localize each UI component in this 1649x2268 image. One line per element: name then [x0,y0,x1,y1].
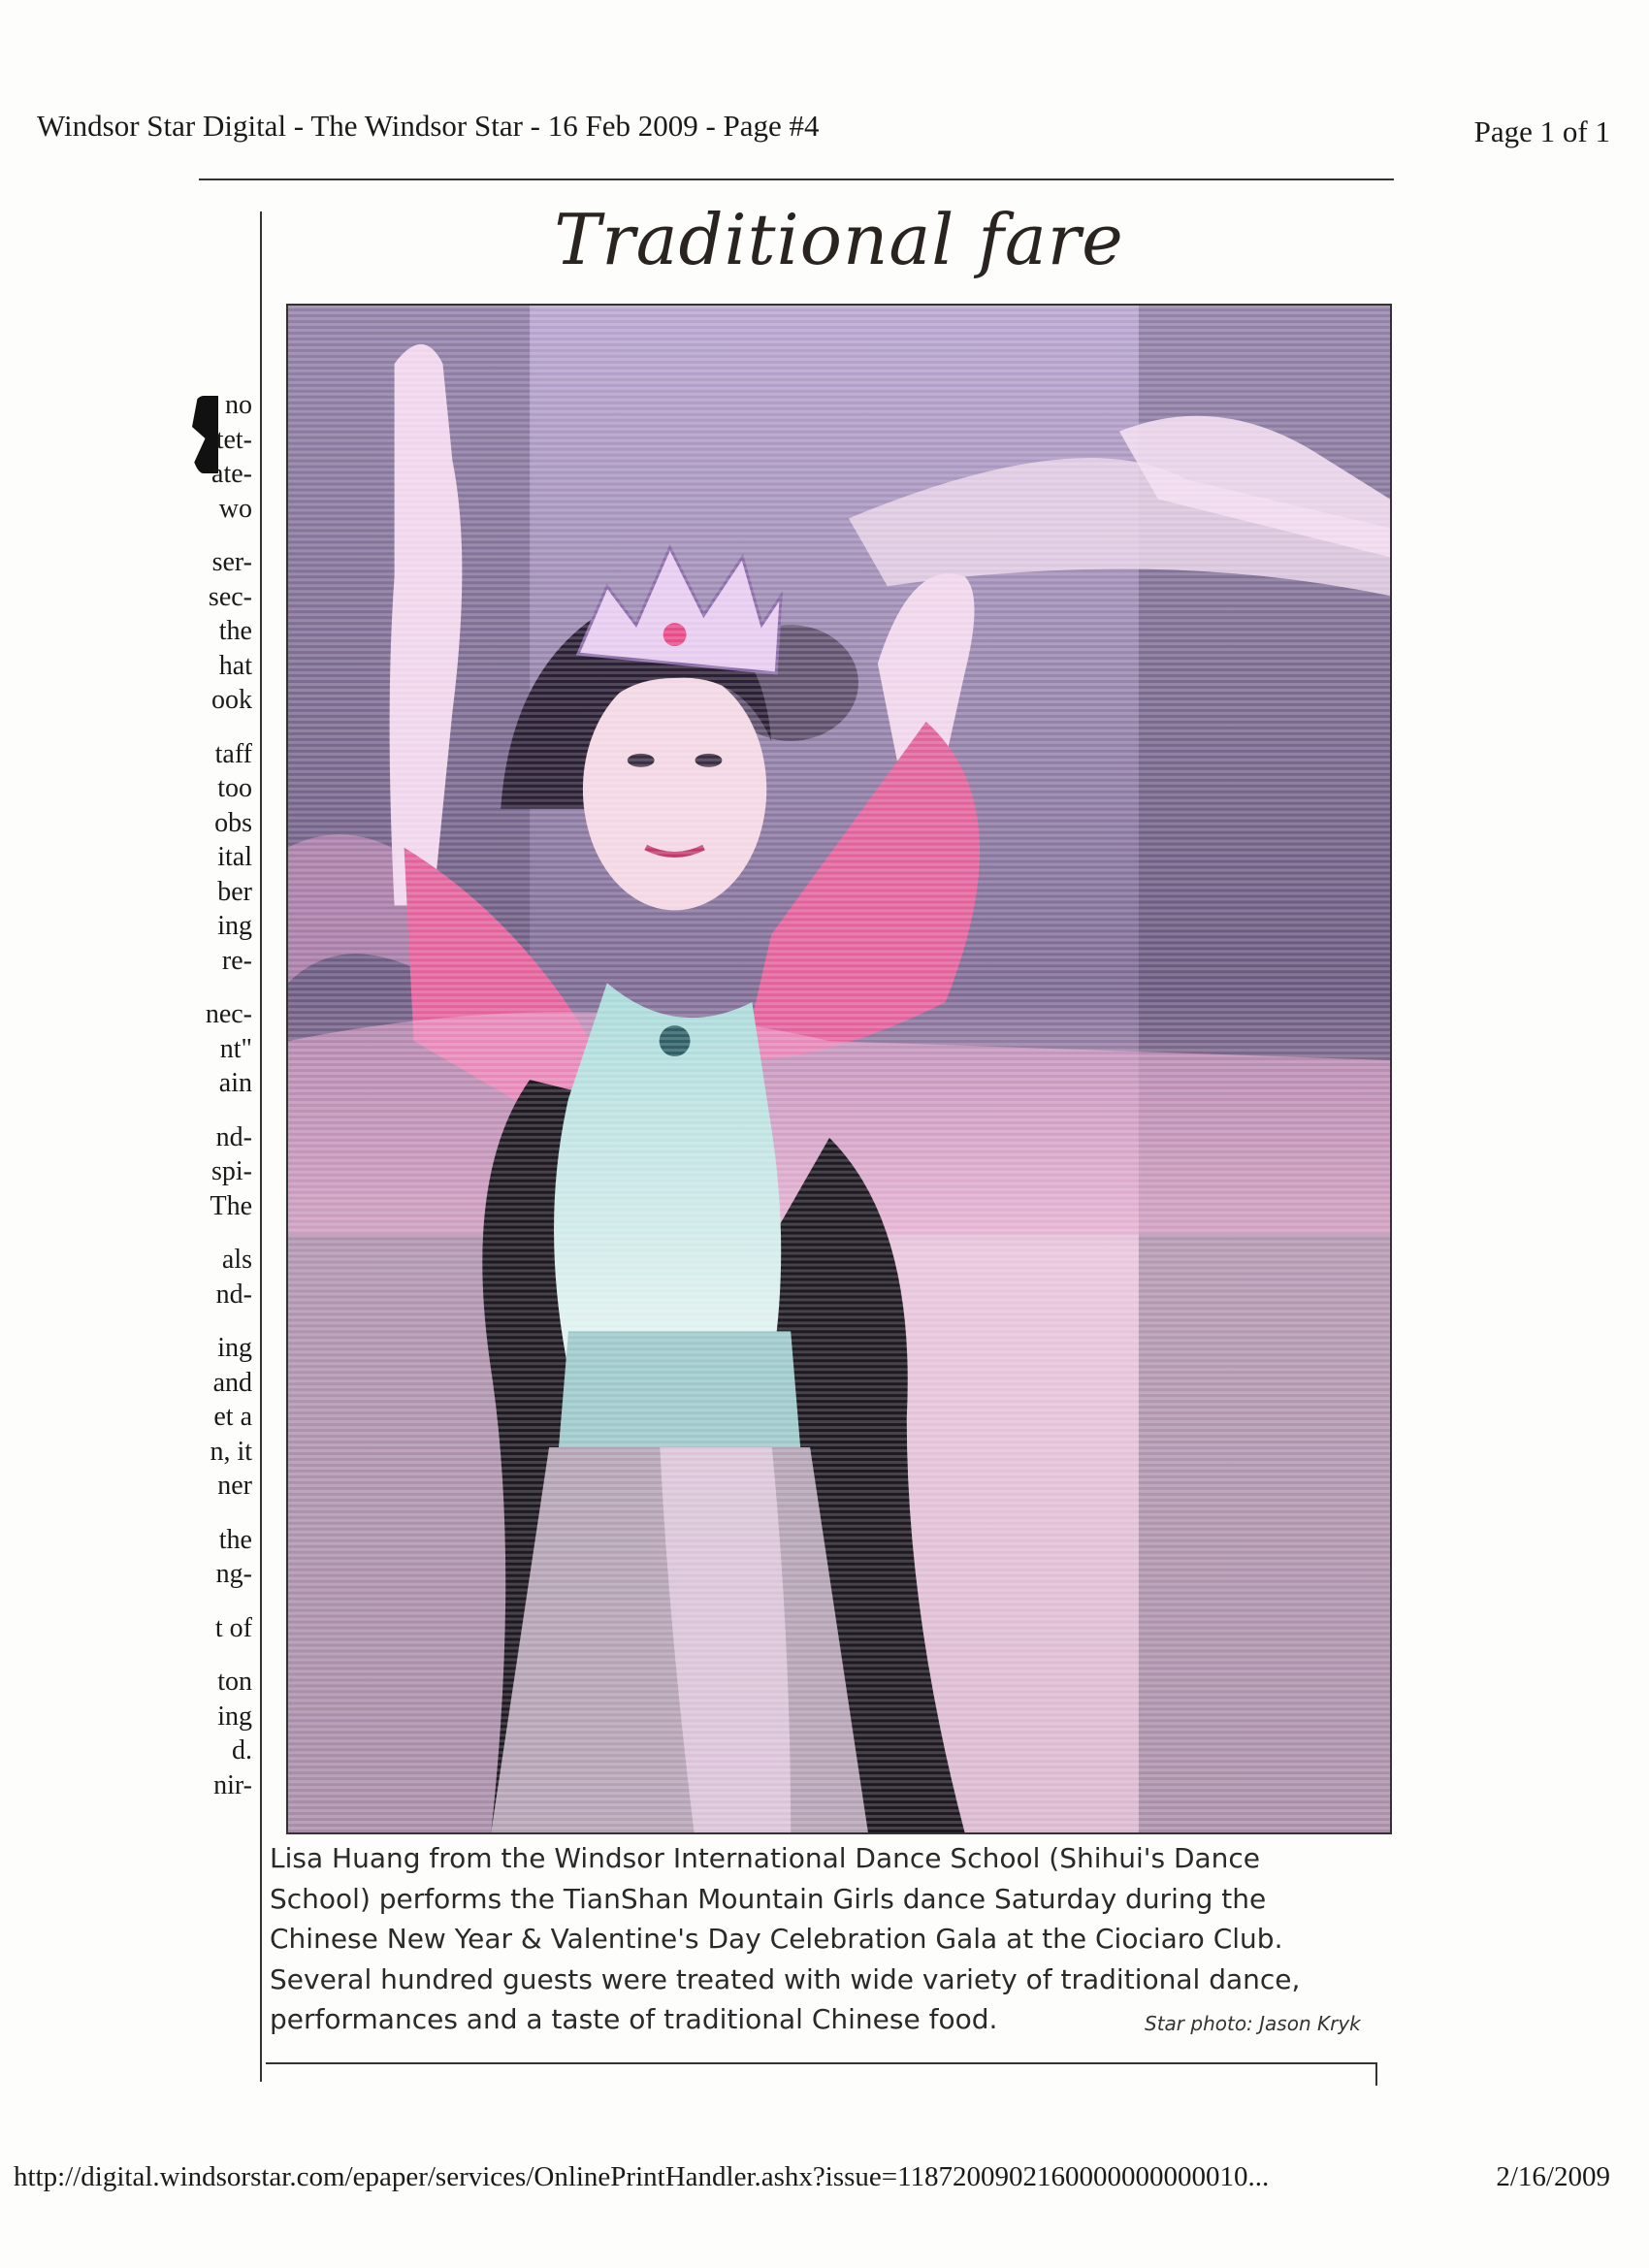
photo-illustration [288,306,1390,1832]
column-fragment: re- [221,945,252,976]
column-fragment: taff [214,738,252,769]
column-fragment: ber [217,876,252,907]
column-fragment: nt" [219,1033,252,1064]
adjacent-column-text [175,388,252,1802]
column-fragment: ing [217,911,252,941]
column-fragment: ate- [211,459,252,489]
print-header [37,109,1610,157]
paragraph-gap [175,1645,252,1665]
caption-line: Lisa Huang from the Windsor International Dance School (Shihui's Dance [270,1842,1261,1874]
column-fragment: nd- [215,1121,252,1152]
caption-line: Several hundred guests were treated with wide variety of traditional dance, [270,1962,1301,1995]
column-fragment: the [218,1524,252,1555]
paragraph-gap [175,526,252,545]
column-fragment: The [210,1190,252,1221]
column-fragment: n, it [210,1436,252,1467]
source-url: http://digital.windsorstar.com/epaper/services/OnlinePrintHandler.ashx?issue=1187200902160000000000010... [14,2161,1270,2192]
column-fragment: obs [214,807,252,838]
paragraph-gap [175,1504,252,1523]
column-fragment: ook [211,685,252,715]
print-footer [14,2161,1610,2200]
dancer-photo [286,304,1392,1834]
column-fragment: hat [218,650,252,681]
column-fragment: ing [217,1701,252,1732]
column-fragment: et a [213,1402,252,1432]
column-fragment: no [225,390,252,420]
column-fragment: d. [232,1735,252,1766]
column-fragment: ital [217,842,252,872]
column-fragment: tet- [215,424,252,455]
column-fragment: ser- [211,547,252,577]
column-fragment: and [212,1367,252,1398]
column-fragment: als [221,1245,252,1275]
photo-caption [270,1838,1385,2040]
headline: Traditional fare [554,199,1124,280]
column-fragment: ing [217,1333,252,1363]
caption-line: performances and a taste of traditional Chinese food. [270,2003,998,2035]
column-divider [260,211,262,2082]
column-fragment: t of [214,1612,252,1643]
page-indicator: Page 1 of 1 [1473,114,1610,148]
paragraph-gap [175,718,252,737]
column-fragment: nd- [215,1279,252,1310]
paragraph-gap [175,1312,252,1331]
photo-credit: Star photo: Jason Kryk [1145,2012,1361,2035]
paragraph-gap [175,1101,252,1120]
caption-line: Chinese New Year & Valentine's Day Celebration Gala at the Ciociaro Club. [270,1923,1283,1955]
column-fragment: spi- [211,1156,252,1186]
paragraph-gap [175,1223,252,1243]
column-fragment: too [217,773,252,803]
column-fragment: nir- [213,1769,252,1800]
next-article-box-edge [266,2062,1377,2086]
column-fragment: the [218,616,252,646]
column-fragment: sec- [208,581,252,612]
source-title: Windsor Star Digital - The Windsor Star - 16 Feb 2009 - Page #4 [37,109,820,143]
column-fragment: wo [218,493,252,524]
caption-line: School) performs the TianShan Mountain Girls dance Saturday during the [270,1882,1267,1915]
paragraph-gap [175,1592,252,1611]
column-fragment: ton [217,1667,252,1697]
column-fragment: ain [218,1068,252,1098]
column-fragment: nec- [205,999,252,1029]
column-fragment: ng- [215,1559,252,1589]
print-date: 2/16/2009 [1496,2161,1610,2192]
paragraph-gap [175,978,252,997]
column-fragment: ner [217,1471,252,1501]
top-divider [199,178,1394,180]
